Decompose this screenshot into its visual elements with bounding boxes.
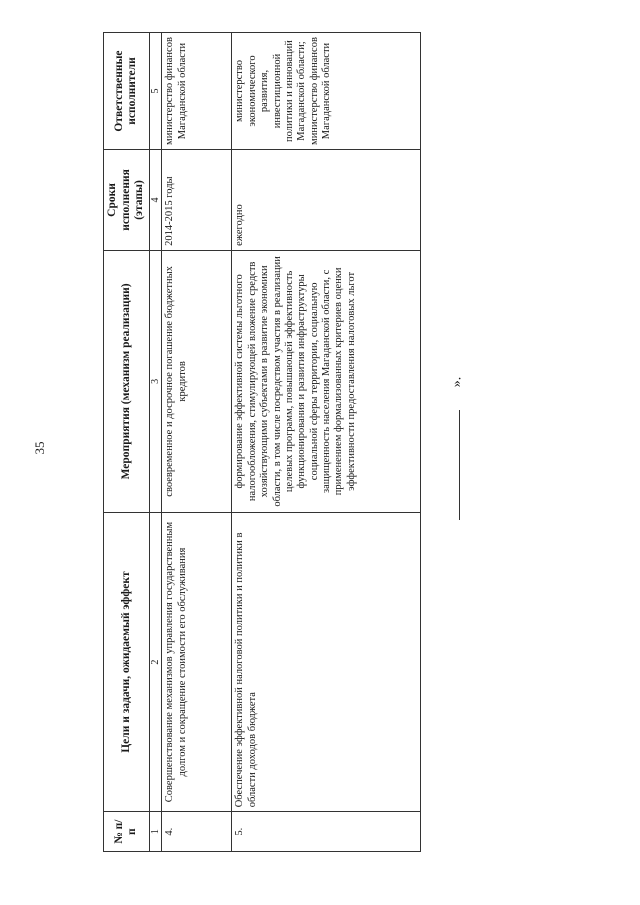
row-term: 2014-2015 годы xyxy=(162,150,232,251)
table-row xyxy=(162,33,232,852)
column-number-row xyxy=(149,33,162,852)
row-goal: Совершенствование механизмов управления государственным долгом и сокращение стоимости его обслуживания xyxy=(162,512,232,811)
row-measure: своевременное и досрочное погашение бюджетных кредитов xyxy=(162,250,232,512)
closing-quote: ». xyxy=(449,376,465,388)
header-measures: Мероприятия (механизм реализации) xyxy=(104,250,150,512)
table-header-row xyxy=(104,33,150,852)
table-row xyxy=(232,33,421,852)
column-number-2: 2 xyxy=(149,512,162,811)
page-number: 35 xyxy=(32,441,47,455)
header-executors: Ответственные исполнители xyxy=(104,33,150,150)
rotated-table-sheet xyxy=(103,32,421,852)
measures-table xyxy=(103,32,421,852)
row-measure: формирование эффективной системы льготного налогообложения, стимулирующей вложение средств хозяйствующими субъектами в развитие экономики области, в том числе посредством участия в реализации целевых программ, повышающей эффективность функционирования и развития инфраструктуры социальной сферы территории, социальную защищенность населения Магаданской области, с применением формализованных критериев оценки эффективности предоставления налоговых льгот xyxy=(232,250,421,512)
row-goal: Обеспечение эффективной налоговой политики и политики в области доходов бюджета xyxy=(232,512,421,811)
row-executor: министерство экономического развития, инвестиционной политики и инноваций Магаданской области; министерство финансов Магаданской области xyxy=(232,33,421,150)
header-goals: Цели и задачи, ожидаемый эффект xyxy=(104,512,150,811)
header-num: № п/п xyxy=(104,812,150,852)
row-term: ежегодно xyxy=(232,150,421,251)
closing-block xyxy=(446,370,476,520)
column-number-5: 5 xyxy=(149,33,162,150)
row-number: 5. xyxy=(232,812,421,852)
column-number-4: 4 xyxy=(149,150,162,251)
row-number: 4. xyxy=(162,812,232,852)
row-executor: министерство финансов Магаданской области xyxy=(162,33,232,150)
closing-rule xyxy=(459,410,460,520)
column-number-1: 1 xyxy=(149,812,162,852)
column-number-3: 3 xyxy=(149,250,162,512)
rotated-table-wrapper xyxy=(103,32,421,852)
header-terms: Сроки исполнения (этапы) xyxy=(104,150,150,251)
